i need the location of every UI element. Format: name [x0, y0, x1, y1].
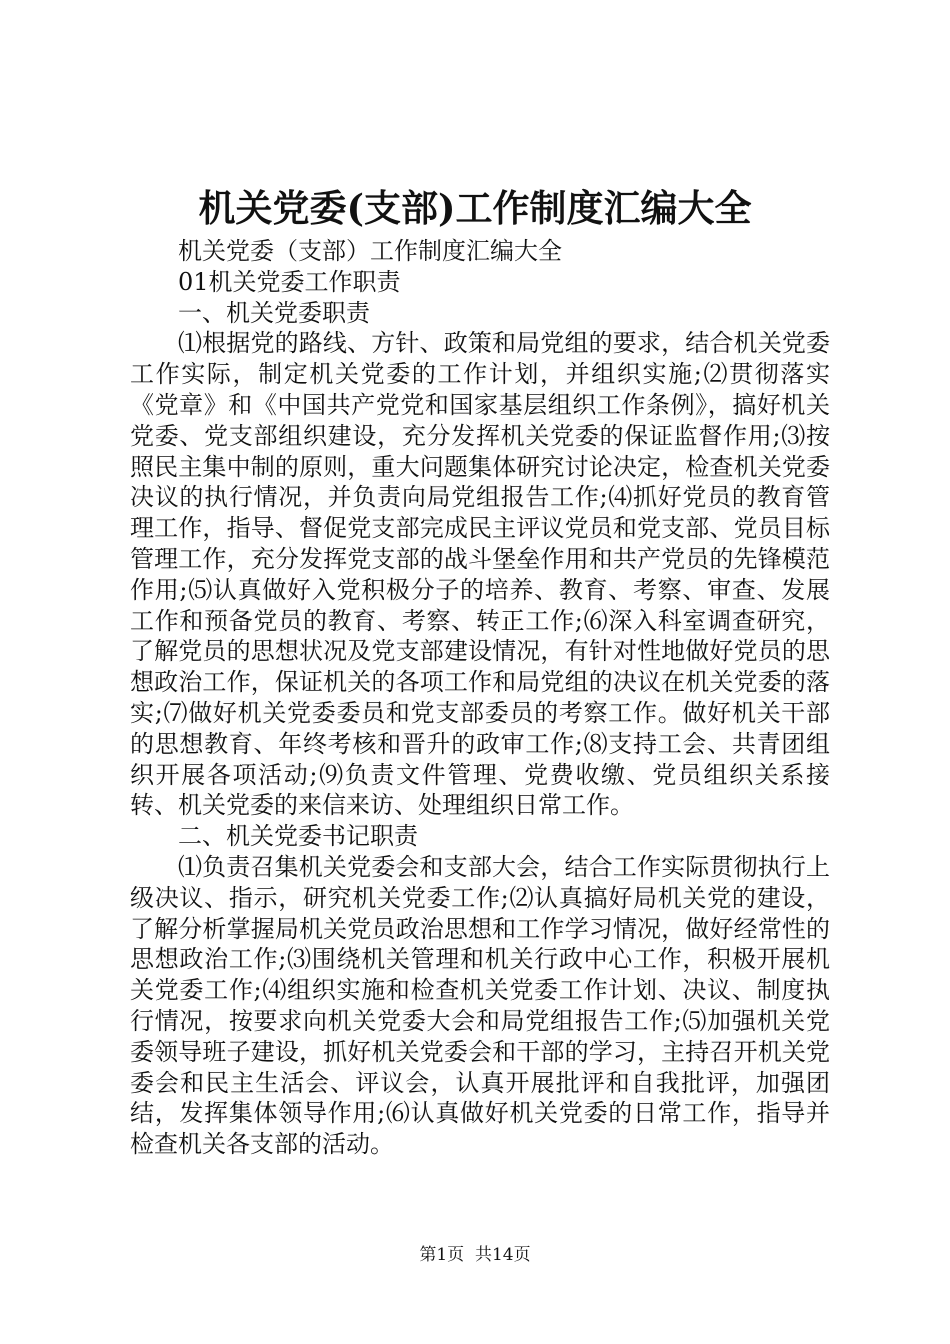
page-number-footer: 第1页 共14页 — [419, 1245, 531, 1265]
subtitle-paragraph: 机关党委（支部）工作制度汇编大全 — [178, 237, 562, 265]
body-paragraph: ⑴负责召集机关党委会和支部大会，结合工作实际贯彻执行上级决议、指示，研究机关党委工作;⑵认真搞好局机关党的建设，了解分析掌握局机关党员政治思想和工作学习情况，做好经常性的思想政治工作;⑶围绕机关管理和机关行政中心工作，积极开展机关党委工作;⑷组织实施和检查机关党委工作计划、决议、制度执行情况，按要求向机关党委大会和局党组报告工作;⑸加强机关党委领导班子建设，抓好机关党委会和干部的学习，主持召开机关党委会和民主生活会、评议会，认真开展批评和自我批评，加强团结，发挥集体领导作用;⑹认真做好机关党委的日常工作，指导并检查机关各支部的活动。 — [130, 852, 830, 1159]
section-heading: 二、机关党委书记职责 — [178, 822, 418, 851]
document-body — [130, 236, 830, 1160]
section-heading: 一、机关党委职责 — [178, 298, 370, 327]
section-heading: 01机关党委工作职责 — [178, 267, 401, 296]
document-title: 机关党委(支部)工作制度汇编大全 — [198, 186, 752, 230]
body-paragraph: ⑴根据党的路线、方针、政策和局党组的要求，结合机关党委工作实际，制定机关党委的工作计划，并组织实施;⑵贯彻落实《党章》和《中国共产党党和国家基层组织工作条例》，搞好机关党委、党支部组织建设，充分发挥机关党委的保证监督作用;⑶按照民主集中制的原则，重大问题集体研究讨论决定，检查机关党委决议的执行情况，并负责向局党组报告工作;⑷抓好党员的教育管理工作，指导、督促党支部完成民主评议党员和党支部、党员目标管理工作，充分发挥党支部的战斗堡垒作用和共产党员的先锋模范作用;⑸认真做好入党积极分子的培养、教育、考察、审查、发展工作和预备党员的教育、考察、转正工作;⑹深入科室调查研究，了解党员的思想状况及党支部建设情况，有针对性地做好党员的思想政治工作，保证机关的各项工作和局党组的决议在机关党委的落实;⑺做好机关党委委员和党支部委员的考察工作。做好机关干部的思想教育、年终考核和晋升的政审工作;⑻支持工会、共青团组织开展各项活动;⑼负责文件管理、党费收缴、党员组织关系接转、机关党委的来信来访、处理组织日常工作。 — [130, 329, 830, 820]
